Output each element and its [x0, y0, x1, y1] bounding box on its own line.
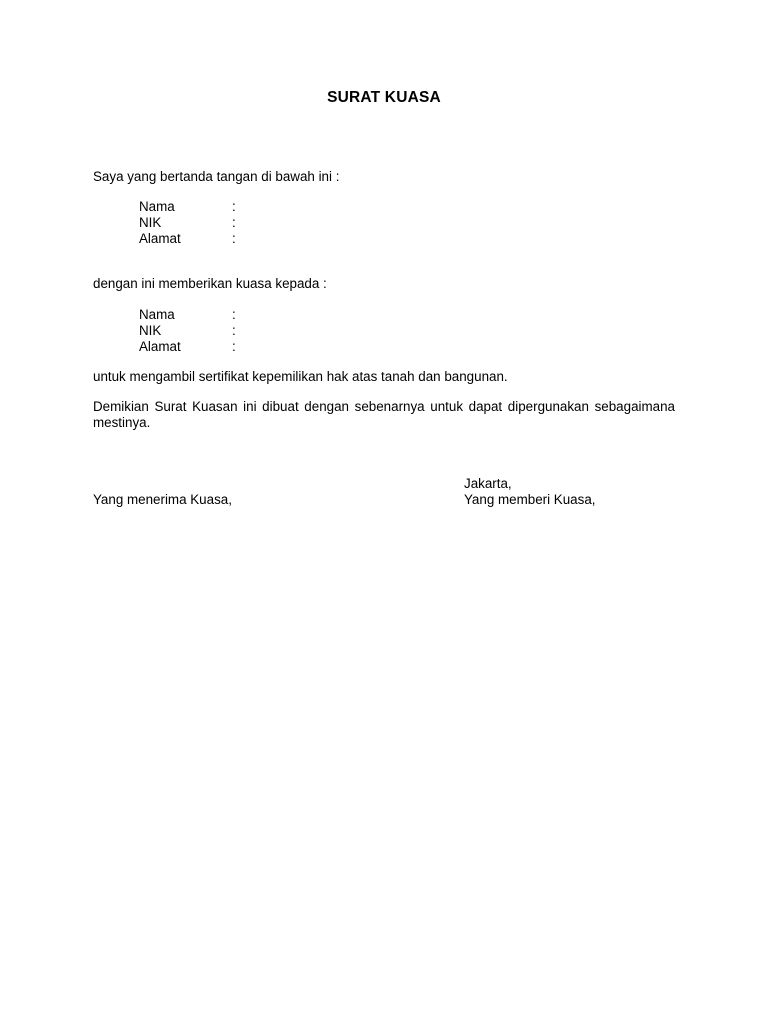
grantor-nik-row — [139, 215, 339, 231]
grantor-name-label: Nama — [139, 199, 175, 214]
grantee-name-row — [139, 307, 339, 323]
grantee-nik-label: NIK — [139, 323, 162, 338]
grantee-nik-colon: : — [232, 323, 236, 338]
grantee-address-colon: : — [232, 339, 236, 354]
grantor-address-label: Alamat — [139, 231, 181, 246]
grantee-address-label: Alamat — [139, 339, 181, 354]
closing-statement: Demikian Surat Kuasan ini dibuat dengan sebenarnya untuk dapat dipergunakan sebagaimana mestinya. — [93, 399, 675, 430]
document-title: SURAT KUASA — [327, 89, 441, 106]
grantor-address-row — [139, 231, 339, 247]
grantor-address-colon: : — [232, 231, 236, 246]
grantor-nik-colon: : — [232, 215, 236, 230]
intro-statement: Saya yang bertanda tangan di bawah ini : — [93, 169, 340, 184]
giver-signature-label: Yang memberi Kuasa, — [464, 492, 596, 507]
purpose-statement: untuk mengambil sertifikat kepemilikan hak atas tanah dan bangunan. — [93, 369, 508, 384]
grantor-nik-label: NIK — [139, 215, 162, 230]
grantor-fields — [139, 199, 339, 247]
grantee-name-label: Nama — [139, 307, 175, 322]
grantee-address-row — [139, 339, 339, 355]
grant-statement: dengan ini memberikan kuasa kepada : — [93, 276, 327, 291]
grantee-name-colon: : — [232, 307, 236, 322]
signature-place: Jakarta, — [464, 476, 512, 491]
receiver-signature-label: Yang menerima Kuasa, — [93, 492, 232, 507]
grantor-name-row — [139, 199, 339, 215]
grantor-name-colon: : — [232, 199, 236, 214]
grantee-fields — [139, 307, 339, 355]
grantee-nik-row — [139, 323, 339, 339]
